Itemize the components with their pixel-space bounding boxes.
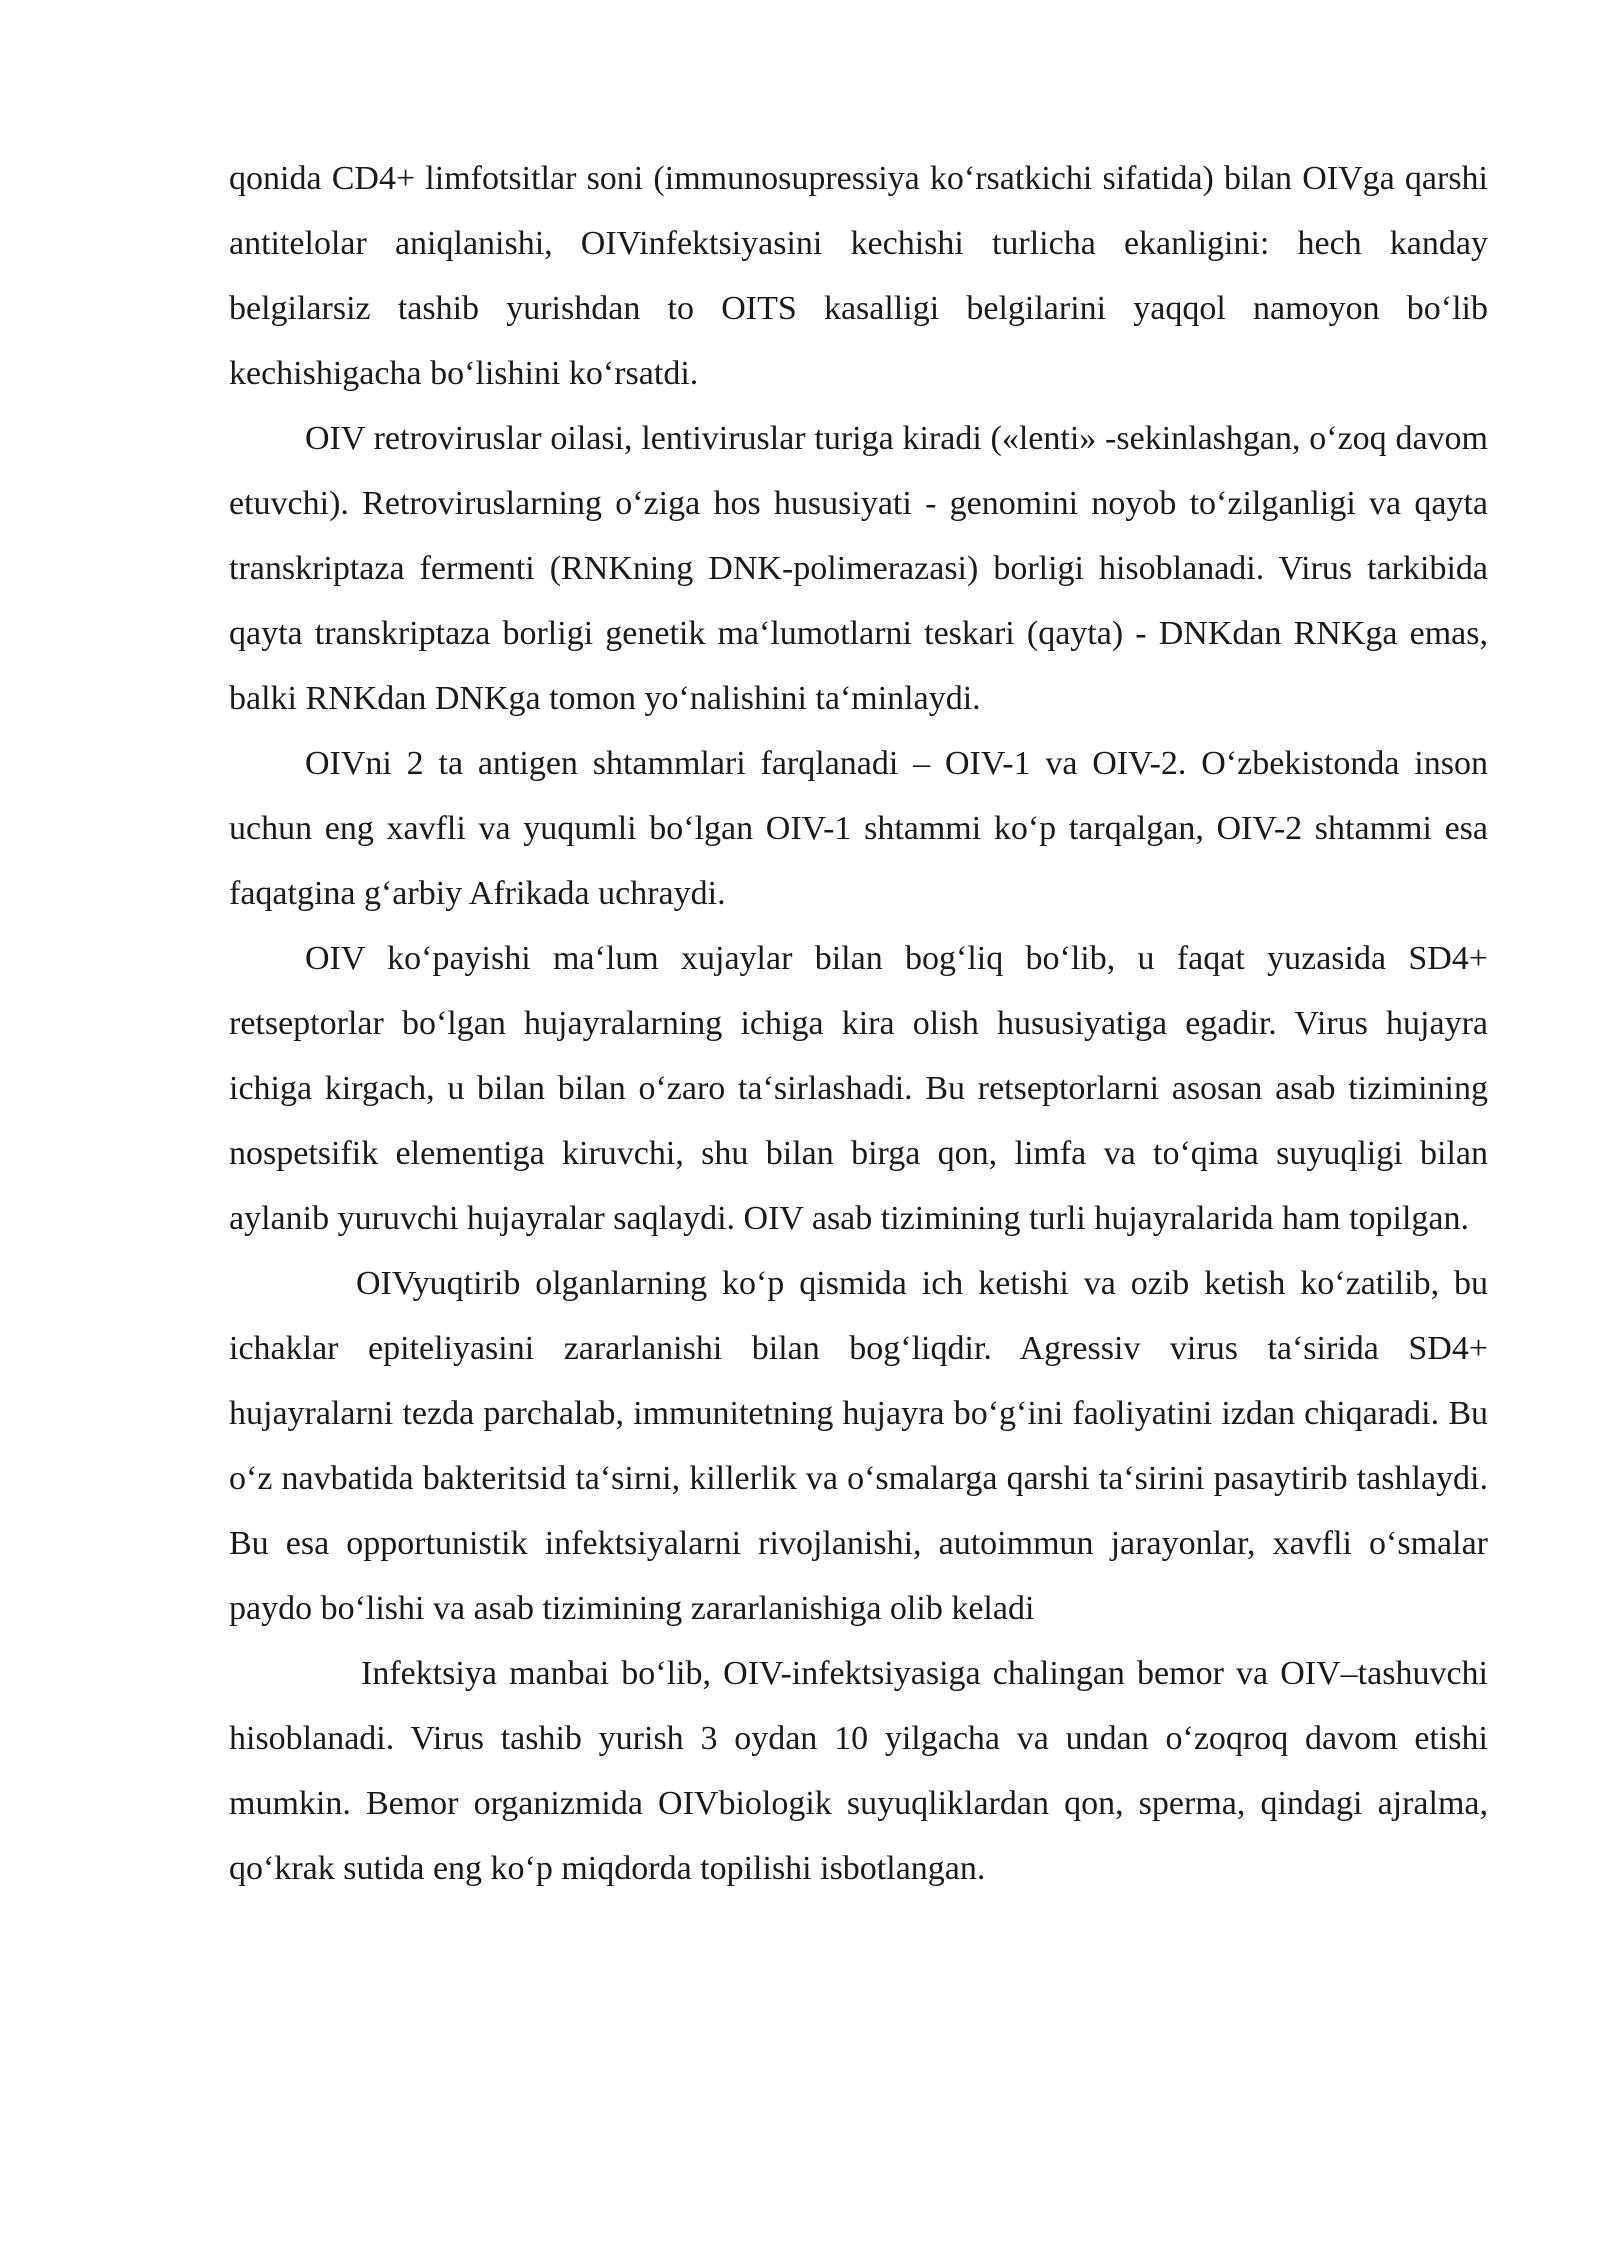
paragraph-cd4-antibodies: qonida CD4+ limfotsitlar soni (immunosupressiya koʻrsatkichi sifatida) bilan OIVga qarshi antitelolar aniqlanishi, OIVinfektsiyasini kechishi turlicha ekanligini: hech kanday belgilarsiz tashib yurishdan to OITS kasalligi belgilarini yaqqol namoyon boʻlib kechishigacha boʻlishini koʻrsatdi. [229,160,1488,392]
paragraph-infection-source: Infektsiya manbai boʻlib, OIV-infektsiyasiga chalingan bemor va OIV–tashuvchi hisoblanadi. Virus tashib yurish 3 oydan 10 yilgacha va undan oʻzoqroq davom etishi mumkin. Bemor organizmida OIVbiologik suyuqliklardan qon, sperma, qindagi ajralma, qoʻkrak sutida eng koʻp miqdorda topilishi isbotlangan. [229,1655,1488,1887]
paragraph-replication: OIV koʻpayishi maʻlum xujaylar bilan bogʻliq boʻlib, u faqat yuzasida SD4+ retseptorlar boʻlgan hujayralarning ichiga kira olish hususiyatiga egadir. Virus hujayra ichiga kirgach, u bilan bilan oʻzaro taʻsirlashadi. Bu retseptorlarni asosan asab tizimining nospetsifik elementiga kiruvchi, shu bilan birga qon, limfa va toʻqima suyuqligi bilan aylanib yuruvchi hujayralar saqlaydi. OIV asab tizimining turli hujayralarida ham topilgan. [229,940,1488,1237]
text-body [229,146,1488,1901]
paragraph-antigen-strains: OIVni 2 ta antigen shtammlari farqlanadi – OIV-1 va OIV-2. Oʻzbekistonda inson uchun eng xavfli va yuqumli boʻlgan OIV-1 shtammi koʻp tarqalgan, OIV-2 shtammi esa faqatgina gʻarbiy Afrikada uchraydi. [229,745,1488,912]
paragraph-retroviruses: OIV retroviruslar oilasi, lentiviruslar turiga kiradi («lenti» -sekinlashgan, oʻzoq davom etuvchi). Retroviruslarning oʻziga hos hususiyati - genomini noyob toʻzilganligi va qayta transkriptaza fermenti (RNKning DNK-polimerazasi) borligi hisoblanadi. Virus tarkibida qayta transkriptaza borligi genetik maʻlumotlarni teskari (qayta) - DNKdan RNKga emas, balki RNKdan DNKga tomon yoʻnalishini taʻminlaydi. [229,420,1488,717]
paragraph-intestinal-damage: OIVyuqtirib olganlarning koʻp qismida ich ketishi va ozib ketish koʻzatilib, bu ichaklar epiteliyasini zararlanishi bilan bogʻliqdir. Agressiv virus taʻsirida SD4+ hujayralarni tezda parchalab, immunitetning hujayra boʻgʻini faoliyatini izdan chiqaradi. Bu oʻz navbatida bakteritsid taʻsirni, killerlik va oʻsmalarga qarshi taʻsirini pasaytirib tashlaydi. Bu esa opportunistik infektsiyalarni rivojlanishi, autoimmun jarayonlar, xavfli oʻsmalar paydo boʻlishi va asab tizimining zararlanishiga olib keladi [229,1265,1488,1627]
